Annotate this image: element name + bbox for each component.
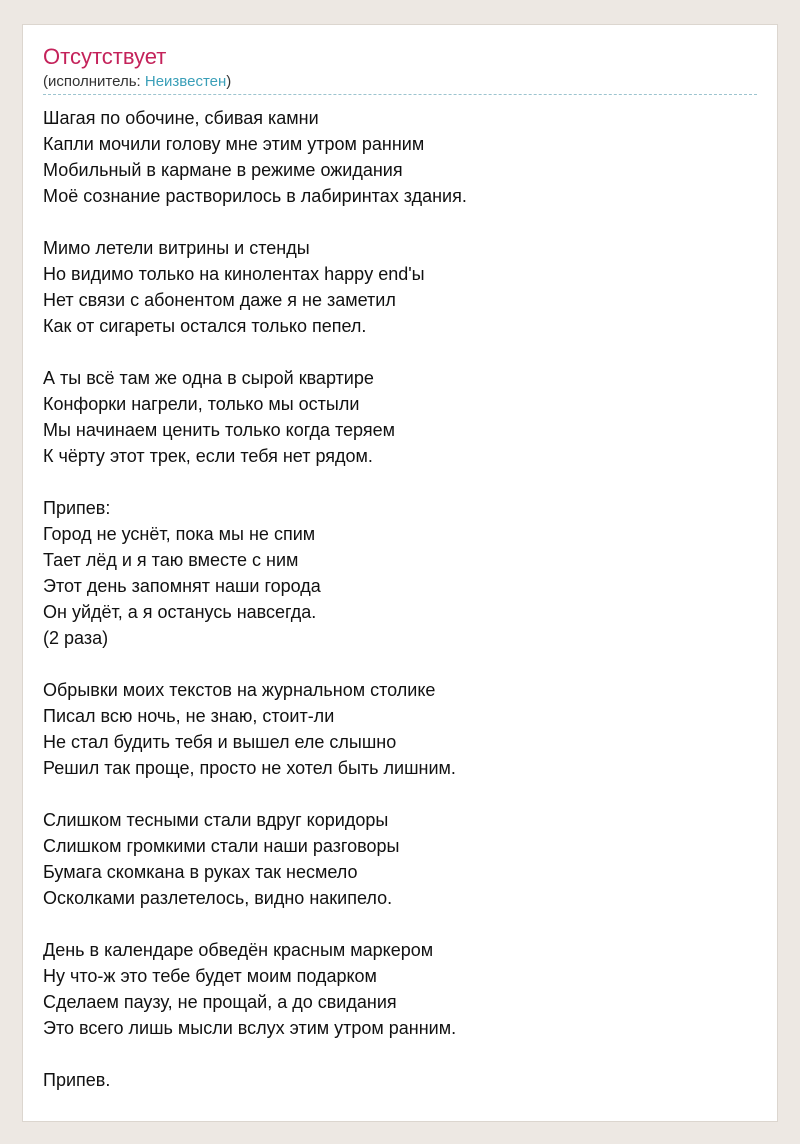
lyric-line: Он уйдёт, а я останусь навсегда. <box>43 602 317 622</box>
lyric-line: Обрывки моих текстов на журнальном столике <box>43 680 436 700</box>
lyric-blank-line <box>43 911 757 937</box>
lyric-line: Бумага скомкана в руках так несмело <box>43 862 358 882</box>
lyrics-page <box>22 24 778 1122</box>
lyric-line: Осколками разлетелось, видно накипело. <box>43 888 393 908</box>
lyric-line: Шагая по обочине, сбивая камни <box>43 108 319 128</box>
lyric-line: Но видимо только на кинолентах happy end'ы <box>43 264 425 284</box>
lyric-line: Сделаем паузу, не прощай, а до свидания <box>43 992 397 1012</box>
lyric-blank-line <box>43 469 757 495</box>
lyric-blank-line <box>43 1041 757 1067</box>
lyric-line: (2 раза) <box>43 628 109 648</box>
lyric-line: Припев: <box>43 498 111 518</box>
lyric-line: Конфорки нагрели, только мы остыли <box>43 394 360 414</box>
lyric-line: Решил так проще, просто не хотел быть лишним. <box>43 758 456 778</box>
lyric-blank-line <box>43 781 757 807</box>
lyric-line: К чёрту этот трек, если тебя нет рядом. <box>43 446 373 466</box>
lyric-line: Слишком громкими стали наши разговоры <box>43 836 400 856</box>
lyrics-body <box>43 105 757 1093</box>
lyric-line: Город не уснёт, пока мы не спим <box>43 524 316 544</box>
lyric-line: Писал всю ночь, не знаю, стоит-ли <box>43 706 335 726</box>
lyric-line: Припев. <box>43 1070 111 1090</box>
lyric-line: Тает лёд и я таю вместе с ним <box>43 550 299 570</box>
lyric-line: Не стал будить тебя и вышел еле слышно <box>43 732 397 752</box>
artist-line <box>43 73 231 91</box>
lyric-blank-line <box>43 651 757 677</box>
artist-suffix: ) <box>226 73 232 90</box>
lyric-line: Этот день запомнят наши города <box>43 576 321 596</box>
lyric-blank-line <box>43 339 757 365</box>
lyric-line: Мобильный в кармане в режиме ожидания <box>43 160 403 180</box>
lyric-line: А ты всё там же одна в сырой квартире <box>43 368 374 388</box>
lyric-line: Это всего лишь мысли вслух этим утром ранним. <box>43 1018 457 1038</box>
lyric-line: Капли мочили голову мне этим утром ранним <box>43 134 425 154</box>
lyric-line: Моё сознание растворилось в лабиринтах здания. <box>43 186 467 206</box>
lyric-line: Мимо летели витрины и стенды <box>43 238 310 258</box>
lyric-line: Ну что-ж это тебе будет моим подарком <box>43 966 377 986</box>
title-divider <box>43 94 757 95</box>
song-title: Отсутствует <box>43 44 167 69</box>
artist-prefix: (исполнитель: <box>43 73 145 90</box>
lyric-line: Нет связи с абонентом даже я не заметил <box>43 290 396 310</box>
lyric-blank-line <box>43 209 757 235</box>
lyric-line: Слишком тесными стали вдруг коридоры <box>43 810 389 830</box>
lyric-line: Как от сигареты остался только пепел. <box>43 316 367 336</box>
lyric-line: Мы начинаем ценить только когда теряем <box>43 420 395 440</box>
lyric-line: День в календаре обведён красным маркером <box>43 940 434 960</box>
artist-link[interactable]: Неизвестен <box>144 73 227 90</box>
